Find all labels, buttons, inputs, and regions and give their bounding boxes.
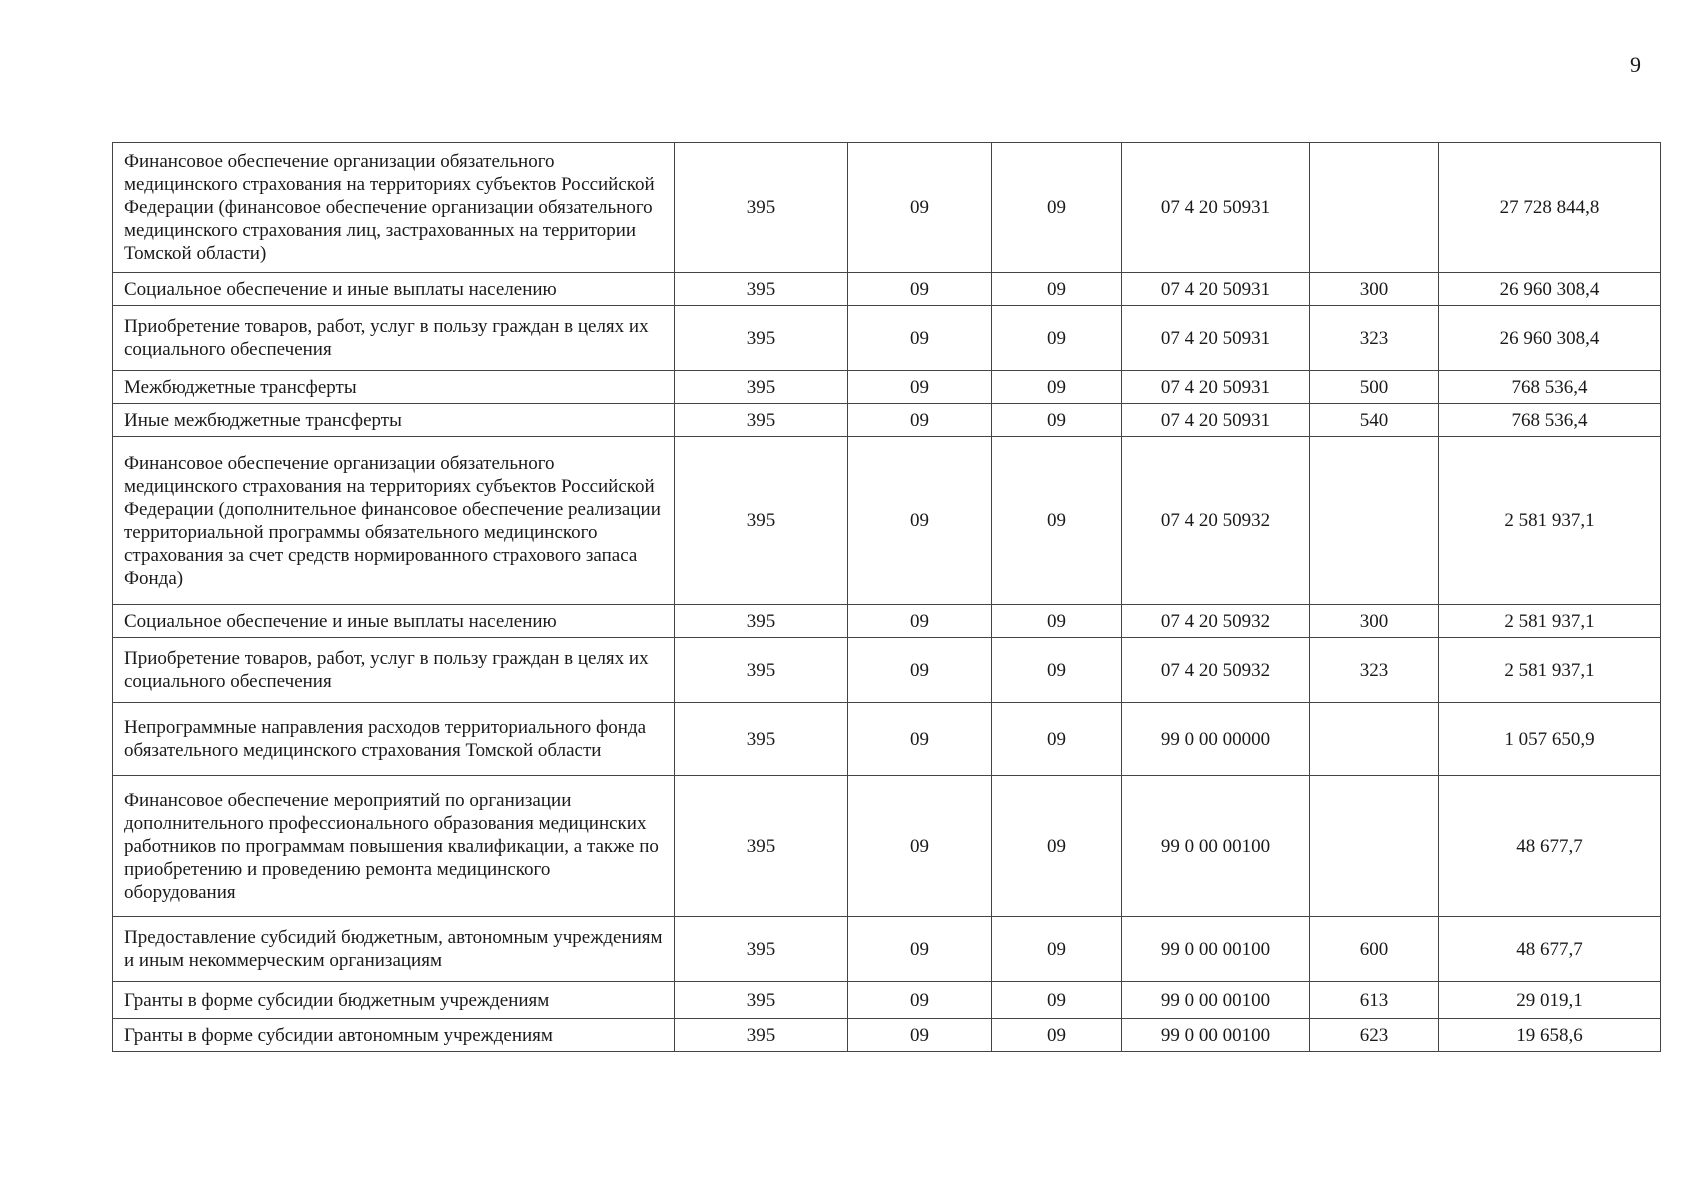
subsection-code: 09 bbox=[992, 371, 1122, 404]
section-code: 09 bbox=[848, 1019, 992, 1052]
expense-type-code: 500 bbox=[1310, 371, 1439, 404]
expense-type-code: 300 bbox=[1310, 605, 1439, 638]
target-item-code: 07 4 20 50931 bbox=[1122, 273, 1310, 306]
expense-name: Непрограммные направления расходов территориального фонда обязательного медицинского страхования Томской области bbox=[113, 703, 675, 776]
expense-type-code bbox=[1310, 776, 1439, 917]
budget-table bbox=[112, 142, 1661, 1052]
table-row bbox=[113, 776, 1661, 917]
target-item-code: 07 4 20 50931 bbox=[1122, 404, 1310, 437]
section-code: 09 bbox=[848, 437, 992, 605]
ministry-code: 395 bbox=[675, 982, 848, 1019]
table-row bbox=[113, 917, 1661, 982]
subsection-code: 09 bbox=[992, 143, 1122, 273]
section-code: 09 bbox=[848, 306, 992, 371]
expense-type-code bbox=[1310, 437, 1439, 605]
subsection-code: 09 bbox=[992, 982, 1122, 1019]
table-row bbox=[113, 143, 1661, 273]
section-code: 09 bbox=[848, 776, 992, 917]
expense-name: Предоставление субсидий бюджетным, автономным учреждениям и иным некоммерческим организациям bbox=[113, 917, 675, 982]
subsection-code: 09 bbox=[992, 404, 1122, 437]
subsection-code: 09 bbox=[992, 776, 1122, 917]
section-code: 09 bbox=[848, 371, 992, 404]
table-row bbox=[113, 371, 1661, 404]
target-item-code: 99 0 00 00100 bbox=[1122, 776, 1310, 917]
section-code: 09 bbox=[848, 605, 992, 638]
amount: 26 960 308,4 bbox=[1439, 273, 1661, 306]
ministry-code: 395 bbox=[675, 371, 848, 404]
target-item-code: 99 0 00 00100 bbox=[1122, 917, 1310, 982]
expense-name: Иные межбюджетные трансферты bbox=[113, 404, 675, 437]
subsection-code: 09 bbox=[992, 437, 1122, 605]
expense-name: Финансовое обеспечение организации обязательного медицинского страхования на территориях субъектов Российской Федерации (финансовое обеспечение организации обязательного медицинского страхования лиц, застрахованных на территории Томской области) bbox=[113, 143, 675, 273]
ministry-code: 395 bbox=[675, 306, 848, 371]
expense-type-code: 623 bbox=[1310, 1019, 1439, 1052]
ministry-code: 395 bbox=[675, 638, 848, 703]
target-item-code: 07 4 20 50932 bbox=[1122, 437, 1310, 605]
amount: 768 536,4 bbox=[1439, 371, 1661, 404]
subsection-code: 09 bbox=[992, 1019, 1122, 1052]
expense-type-code: 600 bbox=[1310, 917, 1439, 982]
expense-name: Финансовое обеспечение мероприятий по организации дополнительного профессионального образования медицинских работников по программам повышения квалификации, а также по приобретению и проведению ремонта медицинского оборудования bbox=[113, 776, 675, 917]
expense-name: Социальное обеспечение и иные выплаты населению bbox=[113, 273, 675, 306]
expense-type-code: 300 bbox=[1310, 273, 1439, 306]
target-item-code: 99 0 00 00000 bbox=[1122, 703, 1310, 776]
expense-type-code bbox=[1310, 703, 1439, 776]
section-code: 09 bbox=[848, 703, 992, 776]
subsection-code: 09 bbox=[992, 917, 1122, 982]
amount: 2 581 937,1 bbox=[1439, 605, 1661, 638]
section-code: 09 bbox=[848, 917, 992, 982]
expense-name: Социальное обеспечение и иные выплаты населению bbox=[113, 605, 675, 638]
table-row bbox=[113, 273, 1661, 306]
table-row bbox=[113, 703, 1661, 776]
expense-name: Межбюджетные трансферты bbox=[113, 371, 675, 404]
amount: 768 536,4 bbox=[1439, 404, 1661, 437]
amount: 29 019,1 bbox=[1439, 982, 1661, 1019]
target-item-code: 99 0 00 00100 bbox=[1122, 1019, 1310, 1052]
target-item-code: 07 4 20 50931 bbox=[1122, 306, 1310, 371]
subsection-code: 09 bbox=[992, 273, 1122, 306]
ministry-code: 395 bbox=[675, 1019, 848, 1052]
amount: 26 960 308,4 bbox=[1439, 306, 1661, 371]
ministry-code: 395 bbox=[675, 437, 848, 605]
section-code: 09 bbox=[848, 982, 992, 1019]
expense-type-code: 540 bbox=[1310, 404, 1439, 437]
amount: 2 581 937,1 bbox=[1439, 437, 1661, 605]
section-code: 09 bbox=[848, 143, 992, 273]
table-row bbox=[113, 437, 1661, 605]
amount: 19 658,6 bbox=[1439, 1019, 1661, 1052]
table-row bbox=[113, 638, 1661, 703]
ministry-code: 395 bbox=[675, 143, 848, 273]
ministry-code: 395 bbox=[675, 776, 848, 917]
expense-name: Приобретение товаров, работ, услуг в пользу граждан в целях их социального обеспечения bbox=[113, 306, 675, 371]
section-code: 09 bbox=[848, 638, 992, 703]
table-row bbox=[113, 306, 1661, 371]
table-row bbox=[113, 404, 1661, 437]
target-item-code: 07 4 20 50931 bbox=[1122, 143, 1310, 273]
expense-type-code: 323 bbox=[1310, 638, 1439, 703]
expense-name: Приобретение товаров, работ, услуг в пользу граждан в целях их социального обеспечения bbox=[113, 638, 675, 703]
expense-type-code: 613 bbox=[1310, 982, 1439, 1019]
expense-name: Финансовое обеспечение организации обязательного медицинского страхования на территориях субъектов Российской Федерации (дополнительное финансовое обеспечение реализации территориальной программы обязательного медицинского страхования за счет средств нормированного страхового запаса Фонда) bbox=[113, 437, 675, 605]
ministry-code: 395 bbox=[675, 404, 848, 437]
table-row bbox=[113, 982, 1661, 1019]
section-code: 09 bbox=[848, 273, 992, 306]
target-item-code: 07 4 20 50931 bbox=[1122, 371, 1310, 404]
amount: 1 057 650,9 bbox=[1439, 703, 1661, 776]
target-item-code: 07 4 20 50932 bbox=[1122, 605, 1310, 638]
ministry-code: 395 bbox=[675, 273, 848, 306]
ministry-code: 395 bbox=[675, 917, 848, 982]
table-row bbox=[113, 605, 1661, 638]
expense-name: Гранты в форме субсидии автономным учреждениям bbox=[113, 1019, 675, 1052]
target-item-code: 07 4 20 50932 bbox=[1122, 638, 1310, 703]
amount: 48 677,7 bbox=[1439, 917, 1661, 982]
target-item-code: 99 0 00 00100 bbox=[1122, 982, 1310, 1019]
subsection-code: 09 bbox=[992, 703, 1122, 776]
expense-name: Гранты в форме субсидии бюджетным учреждениям bbox=[113, 982, 675, 1019]
subsection-code: 09 bbox=[992, 605, 1122, 638]
amount: 48 677,7 bbox=[1439, 776, 1661, 917]
section-code: 09 bbox=[848, 404, 992, 437]
table-row bbox=[113, 1019, 1661, 1052]
amount: 27 728 844,8 bbox=[1439, 143, 1661, 273]
page-number: 9 bbox=[1630, 52, 1641, 77]
ministry-code: 395 bbox=[675, 703, 848, 776]
ministry-code: 395 bbox=[675, 605, 848, 638]
subsection-code: 09 bbox=[992, 638, 1122, 703]
expense-type-code: 323 bbox=[1310, 306, 1439, 371]
subsection-code: 09 bbox=[992, 306, 1122, 371]
amount: 2 581 937,1 bbox=[1439, 638, 1661, 703]
expense-type-code bbox=[1310, 143, 1439, 273]
